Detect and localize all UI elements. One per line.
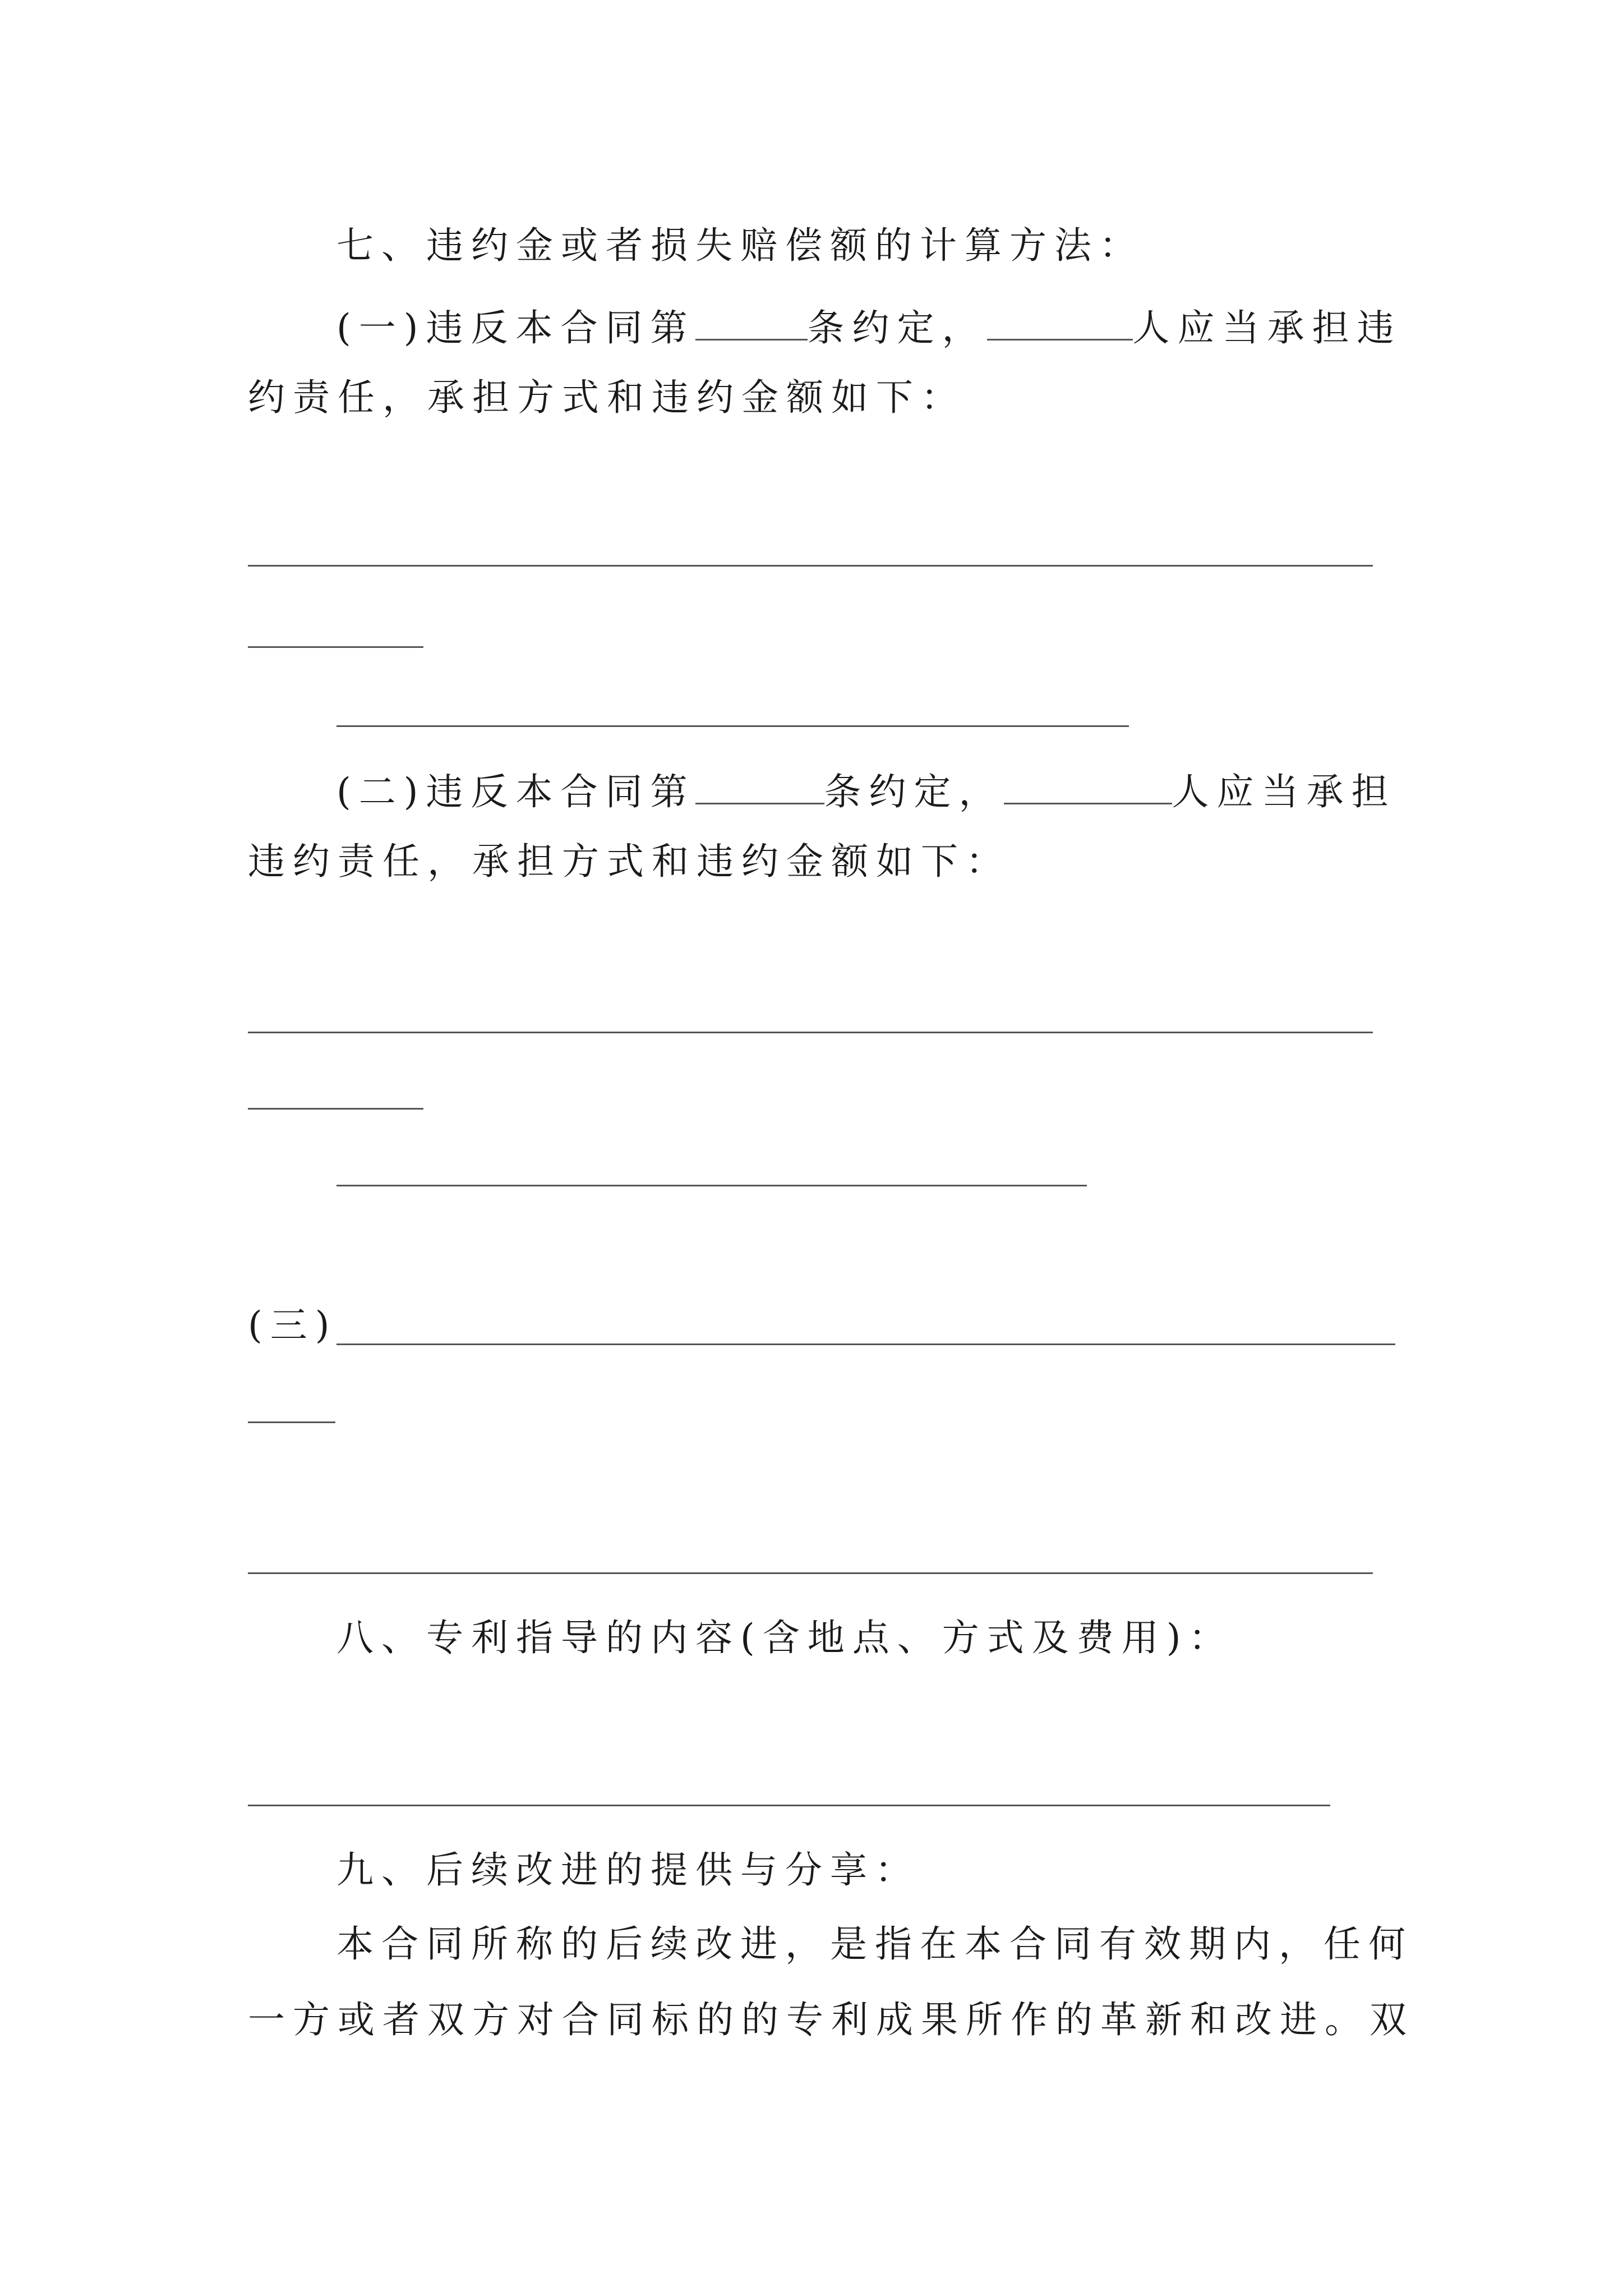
item-1-line-2: 约责任，承担方式和违约金额如下： xyxy=(248,376,966,419)
item-3-fill-line[interactable] xyxy=(336,1343,1395,1345)
item-2-fill-line[interactable] xyxy=(336,1185,1087,1186)
item-3-fill-line[interactable] xyxy=(248,1572,1373,1574)
item-3-fill-line[interactable] xyxy=(248,1421,335,1423)
item-2-fill-line[interactable] xyxy=(248,1032,1373,1033)
section-9-title: 九、后续改进的提供与分享： xyxy=(336,1848,920,1892)
item-1-prefix: (一)违反本合同第 xyxy=(336,306,695,349)
item-1-mid: 条约定， xyxy=(807,306,987,349)
item-3-label: (三) xyxy=(248,1304,338,1347)
item-1-clause-blank[interactable] xyxy=(695,302,808,341)
item-1-party-blank[interactable] xyxy=(987,302,1133,341)
section-8-title: 八、专利指导的内容(含地点、方式及费用)： xyxy=(336,1616,1234,1659)
item-2-suffix: 人应当承担 xyxy=(1172,770,1396,813)
item-2-prefix: (二)违反本合同第 xyxy=(336,770,695,813)
item-2-party-blank[interactable] xyxy=(1004,766,1172,804)
item-1-suffix: 人应当承担违 xyxy=(1132,306,1402,349)
section-9-paragraph-line-2: 一方或者双方对合同标的的专利成果所作的革新和改进。双 xyxy=(248,1998,1414,2041)
item-2-fill-line[interactable] xyxy=(248,1108,423,1110)
item-1-fill-line[interactable] xyxy=(248,565,1373,567)
item-1-line-1 xyxy=(336,302,1402,347)
item-2-line-1 xyxy=(336,766,1396,811)
item-2-line-2: 违约责任，承担方式和违约金额如下： xyxy=(248,840,1011,883)
section-8-fill-line[interactable] xyxy=(248,1805,1330,1806)
item-1-fill-line[interactable] xyxy=(336,725,1129,727)
section-7-title: 七、违约金或者损失赔偿额的计算方法： xyxy=(336,224,1144,267)
item-1-fill-line[interactable] xyxy=(248,646,423,648)
item-2-mid: 条约定， xyxy=(824,770,1004,813)
item-2-clause-blank[interactable] xyxy=(695,766,824,804)
section-9-paragraph-line-1: 本合同所称的后续改进，是指在本合同有效期内，任何 xyxy=(336,1922,1413,1966)
